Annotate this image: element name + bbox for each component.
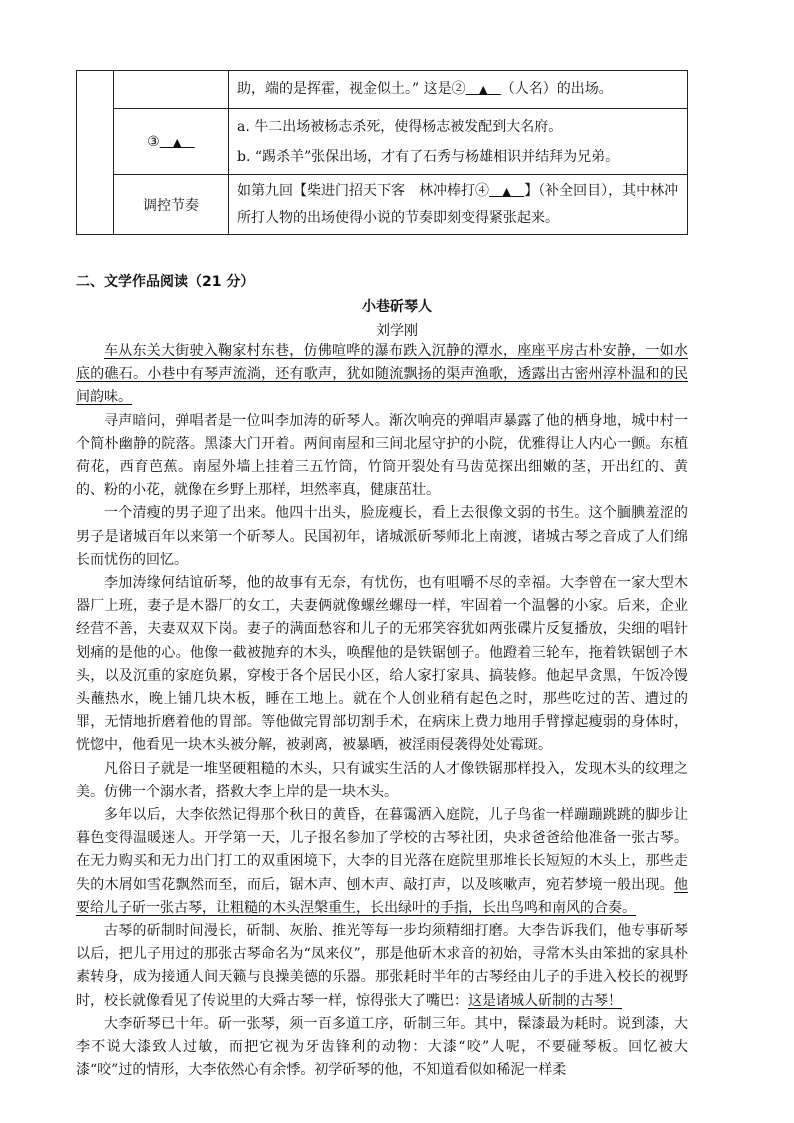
table-cell-row2 [229, 109, 688, 175]
blank-triangle: ▲ [478, 83, 488, 96]
table-cell-empty [114, 71, 229, 109]
paragraph: 李加涛缘何结谊斫琴，他的故事有无奈，有忧伤，也有咀嚼不尽的幸福。大李曾在一家大型木器厂上班，妻子是木器厂的女工，夫妻俩就像螺丝螺母一样，牢固着一个温馨的小家。后来，企业经营不善，夫妻双双下岗。妻子的满面愁容和儿子的无邪笑容犹如两张碟片反复播放，尖细的唱针划痛的是他的心。他像一截被抛弃的木头，唤醒他的是铁锯刨子。他蹬着三轮车，拖着铁锯刨子木头，以及沉重的家庭负累，穿梭于各个居民小区，给人家打家具、搞装修。他起早贪黑，午饭冷馒头蘸热水，晚上铺几块木板，睡在工地上。就在个人创业稍有起色之时，那些吃过的苦、遭过的罪，无情地折磨着他的胃部。等他做完胃部切割手术，在病床上费力地用手臂撑起瘦弱的身体时，恍惚中，他看见一块木头被分解，被剥离，被暴晒，被淫雨侵袭得处处霉斑。 [76, 575, 688, 754]
paragraph: 一个清瘦的男子迎了出来。他四十出头，脸庞瘦长，看上去很像文弱的书生。这个腼腆羞涩的男子是诸城百年以来第一个斫琴人。民国初年，诸城派斫琴师北上南渡，诸城古琴之音成了人们绵长而忧伤的回忆。 [76, 505, 688, 568]
underlined-sentence: 他要给儿子斫一张古琴，让粗糙的木头涅槃重生，长出绿叶的手指，长出鸟鸣和南风的合奏。 [76, 876, 688, 916]
article-body [76, 340, 688, 1083]
table-row [77, 175, 688, 235]
paragraph: 大李斫琴已十年。斫一张琴，须一百多道工序，斫制三年。其中，髹漆最为耗时。说到漆，大李不说大漆致人过敏，而把它视为牙齿锋利的动物：大漆“咬”人呢，不要碰琴板。回忆被大漆“咬”过的情形，大李依然心有余悸。初学斫琴的他，不知道看似如稀泥一样柔 [76, 1015, 688, 1079]
option-a: a. 牛二出场被杨志杀死，使得杨志被发配到大名府。 [237, 118, 563, 135]
paragraph [76, 804, 688, 920]
paragraph-text: 多年以后，大李依然记得那个秋日的黄昏，在暮霭洒入庭院，儿子鸟雀一样蹦蹦跳跳的脚步让暮色变得温暖迷人。开学第一天，儿子报名参加了学校的古琴社团，央求爸爸给他准备一张古琴。在无力购买和无力出门打工的双重困境下，大李的目光落在庭院里那堆长长短短的木头上，那些走失的木屑如雪花飘然而至，而后，锯木声、刨木声、敲打声，以及咳嗽声，宛若梦境一般出现。 [76, 807, 688, 893]
paragraph: 寻声暗问，弹唱者是一位叫李加涛的斫琴人。渐次响亮的弹唱声暴露了他的栖身地，城中村一个简朴幽静的院落。黑漆大门开着。两间南屋和三间北屋守护的小院，优雅得让人内心一颤。东植荷花，西育芭蕉。南屋外墙上挂着三五竹筒，竹筒开裂处有马齿苋探出细嫩的茎，开出红的、黄的、粉的小花，就像在乡野上那样，坦然率真，健康茁壮。 [76, 412, 688, 499]
underlined-sentence: 车从东关大街驶入鞠家村东巷，仿佛喧哗的瀑布跌入沉静的潭水，座座平房古朴安静，一如水底的礁石。小巷中有琴声流淌，还有歌声，犹如随流飘扬的渠声渔歌，透露出古密州淳朴温和的民间韵味。 [76, 343, 688, 406]
question-table [76, 70, 688, 235]
table-cell-label [114, 175, 229, 235]
answer-blank-3 [160, 134, 195, 150]
table-row [77, 71, 688, 109]
option-b: b. “踢杀羊”张保出场，才有了石秀与杨雄相识并结拜为兄弟。 [237, 148, 620, 165]
row3-text-after: 】（补全回目），其中林冲所打人物的出场使得小说的节奏即刻变得紧张起来。 [237, 183, 679, 226]
row3-text-before: 如第九回【柴进门招天下客 林冲棒打④ [237, 183, 489, 199]
paragraph-text: 古琴的斫制时间漫长，斫制、灰胎、推光等每一步均须精细打磨。大李告诉我们，他专事斫琴以后，把儿子用过的那张古琴命名为“凤来仪”，那是他斫木求音的初始，寻常木头由笨拙的家具朴素转身，成为接通人间天籁与良操美德的乐器。那张耗时半年的古琴经由儿子的手进入校长的视野时，校长就像看见了传说里的大舜古琴一样，惊得张大了嘴巴： [76, 923, 688, 1009]
paragraph [76, 340, 688, 410]
label-tiaokong: 调控节奏 [143, 197, 199, 214]
article-title: 小巷斫琴人 [362, 299, 432, 315]
underlined-sentence: 这是诸城人斫制的古琴！ [468, 992, 622, 1009]
row1-text-before: 助，端的是挥霍，视金似土。” 这是② [237, 81, 466, 97]
table-cell-row1 [229, 71, 688, 109]
table-cell-row3 [229, 175, 688, 235]
table-row [77, 109, 688, 175]
table-cell-label-3 [114, 109, 229, 175]
section-heading: 二、文学作品阅读（21 分） [76, 274, 255, 290]
label-num-3: ③ [147, 133, 160, 150]
paragraph: 凡俗日子就是一堆坚硬粗糙的木头，只有诚实生活的人才像铁锯那样投入，发现木头的纹理之美。仿佛一个溺水者，搭救大李上岸的是一块木头。 [76, 760, 688, 800]
paragraph [76, 920, 688, 1013]
answer-blank-4 [489, 183, 524, 199]
row1-text-after: （人名）的出场。 [500, 81, 613, 97]
article-author: 刘学刚 [376, 323, 418, 339]
blank-triangle: ▲ [173, 135, 182, 149]
table-cell-empty [77, 71, 114, 235]
answer-blank-2 [466, 81, 501, 97]
blank-triangle: ▲ [502, 185, 511, 198]
